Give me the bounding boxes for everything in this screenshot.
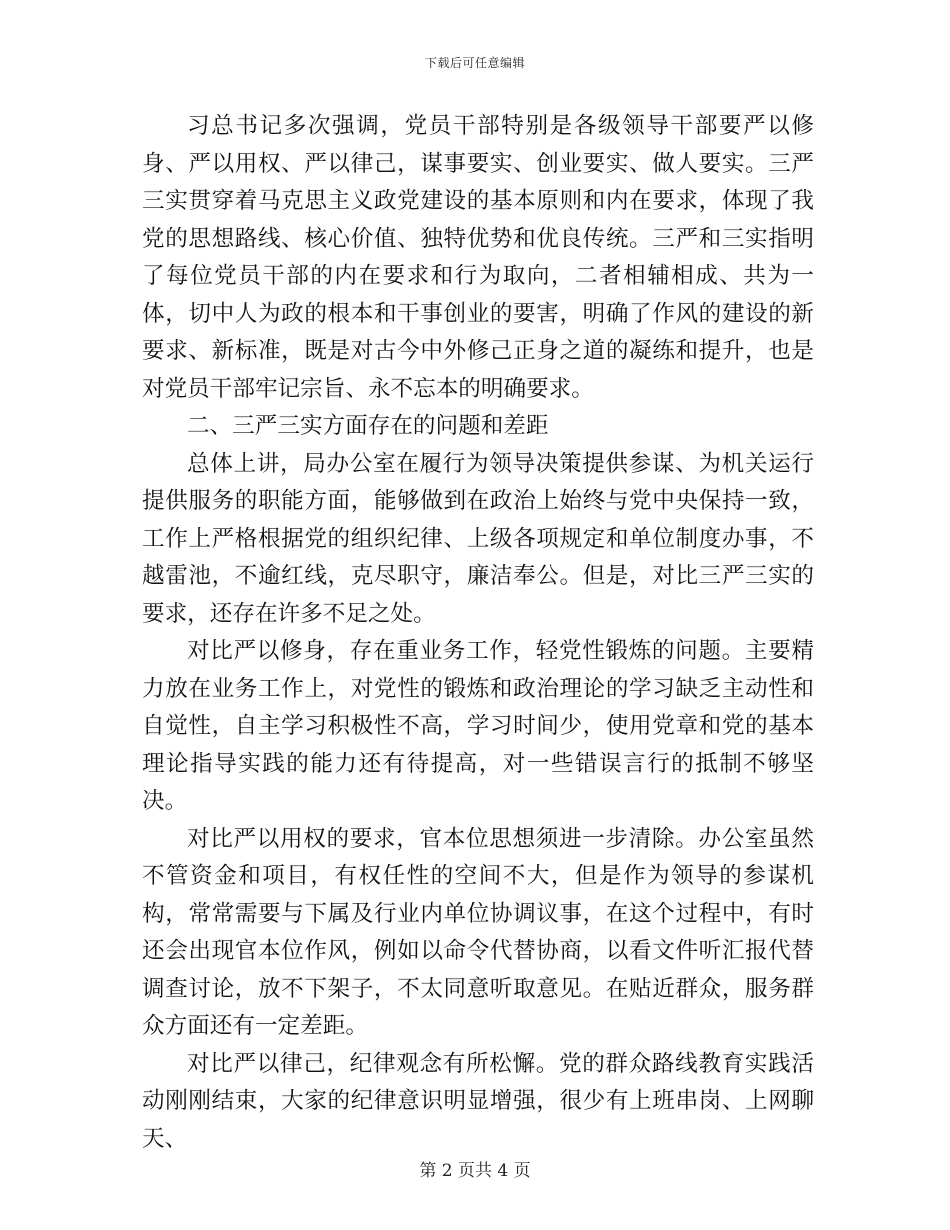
section-heading: 二、三严三实方面存在的问题和差距 xyxy=(187,413,549,439)
page-number: 第 2 页共 4 页 xyxy=(419,1161,531,1181)
document-body xyxy=(142,108,814,1158)
paragraph-self-discipline: 对比严以律己，纪律观念有所松懈。党的群众路线教育实践活动刚刚结束，大家的纪律意识明显增强，很少有上班串岗、上网聊天、 xyxy=(142,1050,814,1152)
page-header: 下载后可任意编辑 xyxy=(424,56,525,70)
paragraph-overview: 总体上讲，局办公室在履行为领导决策提供参谋、为机关运行提供服务的职能方面，能够做到在政治上始终与党中央保持一致，工作上严格根据党的组织纪律、上级各项规定和单位制度办事，不越雷池，不逾红线，克尽职守，廉洁奉公。但是，对比三严三实的要求，还存在许多不足之处。 xyxy=(142,450,814,627)
paragraph-use-of-power: 对比严以用权的要求，官本位思想须进一步清除。办公室虽然不管资金和项目，有权任性的空间不大，但是作为领导的参谋机构，常常需要与下属及行业内单位协调议事，在这个过程中，有时还会出现官本位作风，例如以命令代替协商，以看文件听汇报代替调查讨论，放不下架子，不太同意听取意见。在贴近群众，服务群众方面还有一定差距。 xyxy=(142,825,814,1039)
paragraph-intro: 习总书记多次强调，党员干部特别是各级领导干部要严以修身、严以用权、严以律己，谋事要实、创业要实、做人要实。三严三实贯穿着马克思主义政党建设的基本原则和内在要求，体现了我党的思想路线、核心价值、独特优势和优良传统。三严和三实指明了每位党员干部的内在要求和行为取向，二者相辅相成、共为一体，切中人为政的根本和干事创业的要害，明确了作风的建设的新要求、新标准，既是对古今中外修己正身之道的凝练和提升，也是对党员干部牢记宗旨、永不忘本的明确要求。 xyxy=(142,113,814,402)
paragraph-self-cultivation: 对比严以修身，存在重业务工作，轻党性锻炼的问题。主要精力放在业务工作上，对党性的锻炼和政治理论的学习缺乏主动性和自觉性，自主学习积极性不高，学习时间少，使用党章和党的基本理论指导实践的能力还有待提高，对一些错误言行的抵制不够坚决。 xyxy=(142,638,814,814)
